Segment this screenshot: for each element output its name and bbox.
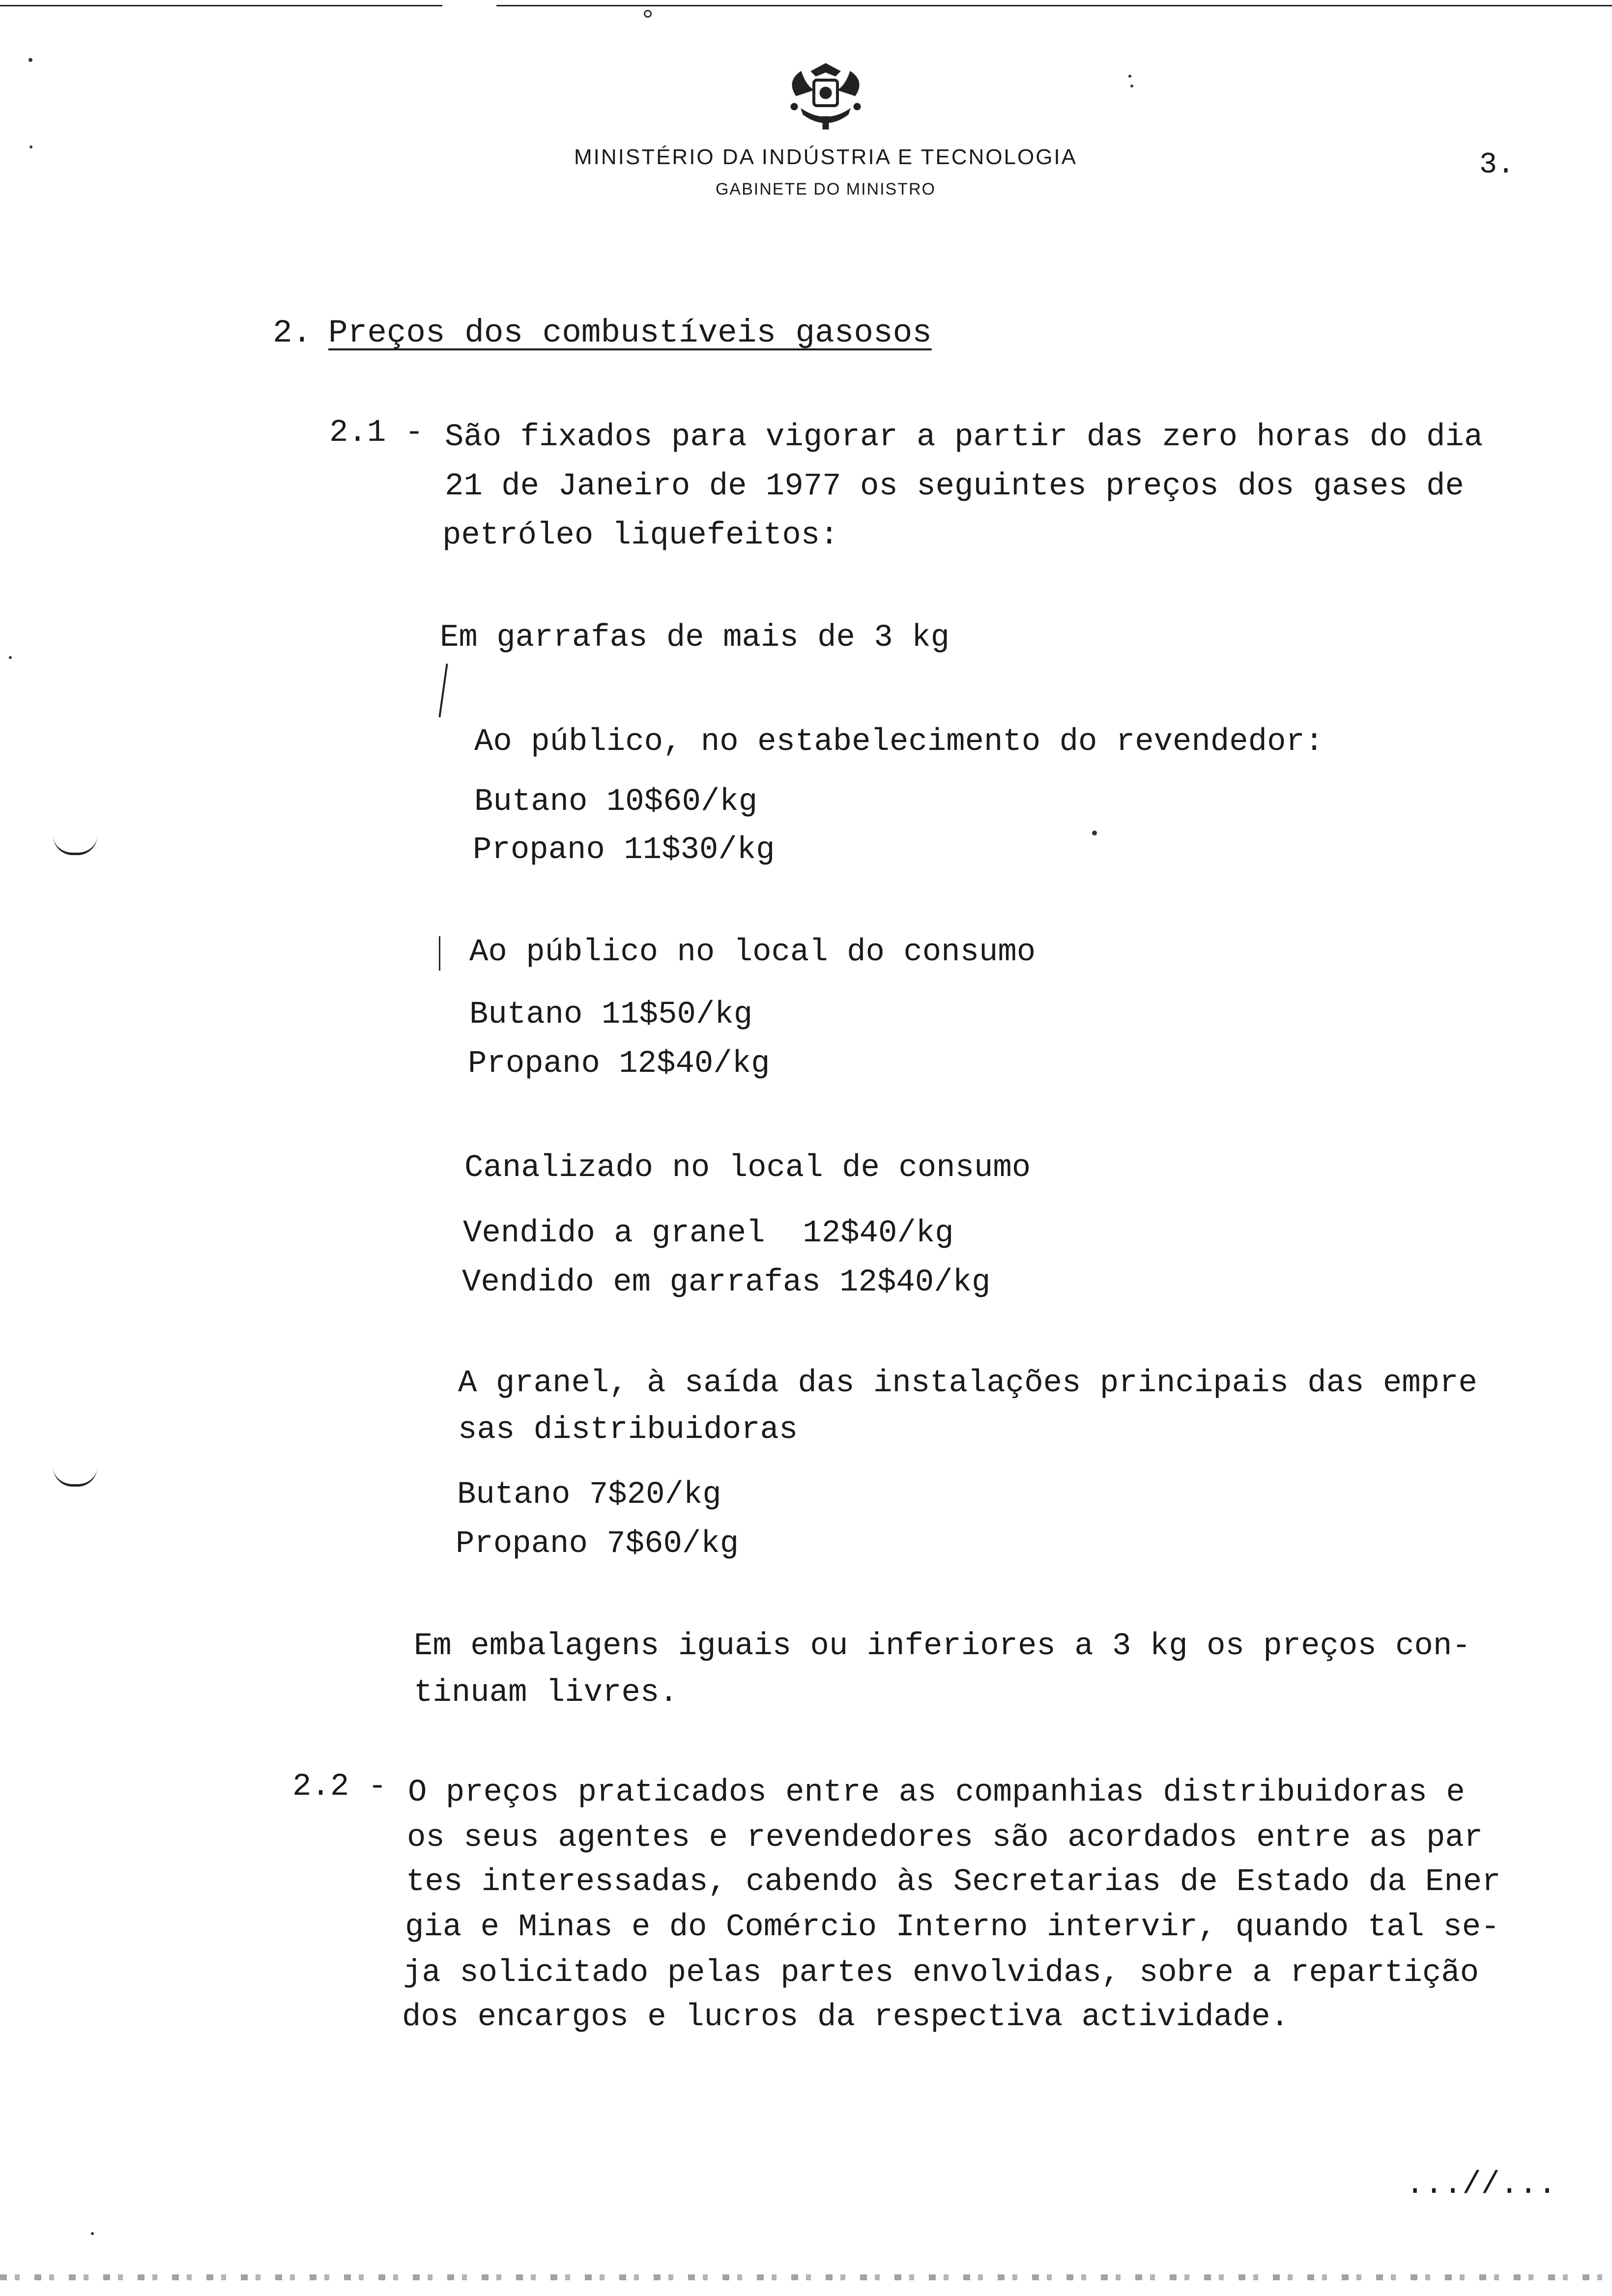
item-2-1-line-3: petróleo liquefeitos: <box>442 518 839 553</box>
piped-bottles-price: Vendido em garrafas 12$40/kg <box>462 1265 991 1300</box>
punch-hole-mark-lower <box>53 1467 97 1487</box>
section-number: 2. <box>273 315 312 351</box>
item-2-2-line-1: O preços praticados entre as companhias distribuidoras e <box>408 1775 1465 1810</box>
item-2-2-line-5: ja solicitado pelas partes envolvidas, sobre a repartição <box>403 1955 1479 1991</box>
cabinet-name: GABINETE DO MINISTRO <box>715 180 936 199</box>
bulk-installations-propano-price: Propano 7$60/kg <box>456 1526 739 1562</box>
punch-hole-mark-upper <box>53 835 97 855</box>
scan-speck <box>1092 831 1097 835</box>
piped-heading: Canalizado no local de consumo <box>464 1150 1031 1186</box>
retailer-heading: Ao público, no estabelecimento do revendedor: <box>474 724 1324 760</box>
item-2-1-line-1: São fixados para vigorar a partir das zero horas do dia <box>445 420 1483 455</box>
item-2-2-line-3: tes interessadas, cabendo às Secretarias de Estado da Ener <box>406 1865 1501 1900</box>
continuation-mark: ...//... <box>1406 2167 1557 2203</box>
item-2-2-line-6: dos encargos e lucros da respectiva actividade. <box>402 2000 1290 2035</box>
coat-of-arms-emblem <box>781 61 870 135</box>
item-2-2-line-2: os seus agentes e revendedores são acordados entre as par <box>407 1820 1483 1856</box>
ministry-name: MINISTÉRIO DA INDÚSTRIA E TECNOLOGIA <box>574 145 1077 169</box>
scan-speck <box>29 58 32 62</box>
bottles-heading: Em garrafas de mais de 3 kg <box>440 620 950 656</box>
small-packages-line-1: Em embalagens iguais ou inferiores a 3 kg os preços con- <box>414 1629 1471 1664</box>
scan-top-rule-left <box>0 5 442 6</box>
scan-speck <box>1130 85 1133 87</box>
scan-speck <box>9 656 12 659</box>
consumption-site-heading: Ao público no local do consumo <box>469 935 1036 970</box>
page-number: 3. <box>1479 148 1515 182</box>
scan-speck <box>91 2232 94 2235</box>
retailer-butano-price: Butano 10$60/kg <box>474 784 758 820</box>
small-packages-line-2: tinuam livres. <box>414 1675 678 1711</box>
piped-bulk-price: Vendido a granel 12$40/kg <box>463 1216 954 1251</box>
scan-ring-mark <box>644 10 652 18</box>
scan-bottom-edge-noise <box>0 2274 1612 2280</box>
bulk-installations-heading-line-1: A granel, à saída das instalações principais das empre <box>458 1366 1477 1401</box>
bulk-installations-butano-price: Butano 7$20/kg <box>457 1477 721 1513</box>
item-2-2-number: 2.2 - <box>292 1769 387 1805</box>
scan-speck <box>29 145 32 148</box>
item-2-1-line-2: 21 de Janeiro de 1977 os seguintes preços dos gases de <box>445 469 1464 504</box>
pen-mark <box>439 936 440 971</box>
item-2-2-line-4: gia e Minas e do Comércio Interno intervir, quando tal se- <box>405 1910 1500 1945</box>
scan-speck <box>1128 75 1131 78</box>
consumption-site-butano-price: Butano 11$50/kg <box>469 997 753 1033</box>
pen-mark <box>438 663 448 717</box>
bulk-installations-heading-line-2: sas distribuidoras <box>458 1412 798 1448</box>
consumption-site-propano-price: Propano 12$40/kg <box>468 1046 770 1082</box>
section-title: Preços dos combustíveis gasosos <box>328 315 932 351</box>
scan-top-rule-right <box>496 5 1612 6</box>
retailer-propano-price: Propano 11$30/kg <box>473 832 775 868</box>
item-2-1-number: 2.1 - <box>329 415 424 451</box>
